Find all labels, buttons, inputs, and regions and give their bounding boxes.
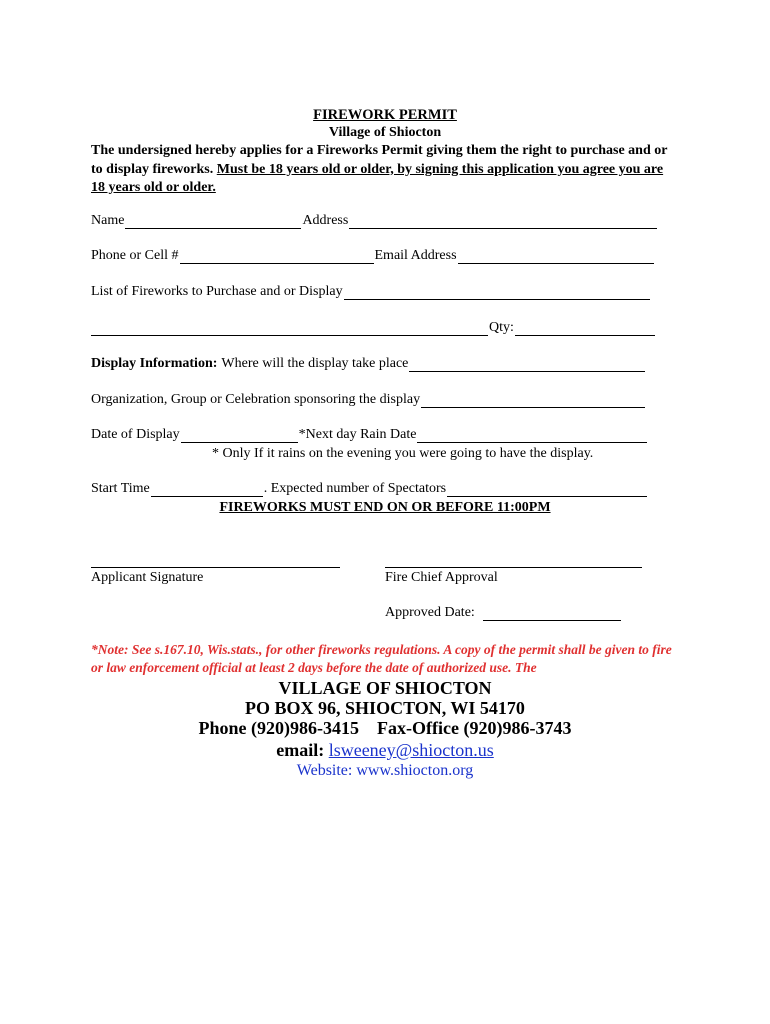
qty-field[interactable] [515, 323, 655, 336]
fire-chief-signature-line[interactable] [385, 566, 642, 568]
fire-chief-approval-label: Fire Chief Approval [385, 570, 498, 585]
display-info-label: Display Information: [91, 356, 218, 371]
organization-row [91, 392, 646, 408]
approved-date-field[interactable] [483, 608, 621, 621]
regulations-note: *Note: See s.167.10, Wis.stats., for other fireworks regulations. A copy of the permit shall be given to fire or law enforcement official at least 2 days before the date of authorized use. The [91, 642, 672, 675]
approved-date-label: Approved Date: [385, 605, 475, 620]
website-link[interactable]: Website: www.shiocton.org [296, 762, 474, 779]
start-time-label: Start Time [91, 481, 150, 496]
email-link[interactable]: lsweeney@shiocton.us [328, 740, 494, 760]
phone-email-row [91, 248, 655, 264]
start-time-row [91, 481, 648, 497]
intro-text: The undersigned hereby applies for a Fireworks Permit giving them the right to purchase and or to display fireworks. [91, 143, 668, 177]
spectators-field[interactable] [447, 484, 647, 497]
date-field[interactable] [181, 430, 298, 443]
phone-number: Phone (920)986-3415 [198, 718, 360, 738]
rain-note: * Only If it rains on the evening you were going to have the display. [212, 446, 594, 461]
qty-label: Qty: [489, 320, 514, 335]
display-location-field[interactable] [409, 359, 645, 372]
village-name: VILLAGE OF SHIOCTON [278, 678, 492, 698]
mailing-address: PO BOX 96, SHIOCTON, WI 54170 [245, 698, 525, 718]
address-label: Address [302, 213, 349, 228]
fireworks-list-continued-field[interactable] [91, 323, 488, 336]
fireworks-list-row [91, 284, 651, 300]
fireworks-list-label: List of Fireworks to Purchase and or Display [91, 284, 343, 299]
date-label: Date of Display [91, 427, 180, 442]
phone-fax-line [0, 718, 770, 739]
name-field[interactable] [125, 216, 301, 229]
start-time-field[interactable] [151, 484, 263, 497]
applicant-signature-label: Applicant Signature [91, 570, 204, 585]
email-line [0, 740, 770, 761]
rain-date-label: *Next day Rain Date [298, 427, 417, 442]
name-label: Name [91, 213, 125, 228]
page-title: FIREWORK PERMIT [313, 107, 457, 123]
spectators-label: . Expected number of Spectators [263, 481, 447, 496]
fax-number: Fax-Office (920)986-3743 [377, 718, 572, 738]
name-address-row [91, 213, 658, 229]
page-subtitle: Village of Shiocton [328, 125, 442, 140]
end-time-notice: FIREWORKS MUST END ON OR BEFORE 11:00PM [219, 500, 551, 515]
phone-field[interactable] [180, 251, 374, 264]
date-row [91, 427, 648, 443]
phone-label: Phone or Cell # [91, 248, 179, 263]
email-label: email: [276, 740, 325, 760]
organization-field[interactable] [421, 395, 645, 408]
approved-date-row [385, 605, 622, 621]
rain-date-field[interactable] [417, 430, 647, 443]
fireworks-list-field[interactable] [344, 287, 650, 300]
age-requirement: Must be 18 years old or older, by signing this application you agree you are 18 years old or older. [91, 161, 664, 195]
fireworks-qty-row [91, 320, 656, 336]
email-field[interactable] [458, 251, 654, 264]
display-location-label: Where will the display take place [221, 356, 409, 371]
display-info-row [91, 356, 646, 372]
organization-label: Organization, Group or Celebration sponsoring the display [91, 392, 421, 407]
applicant-signature-line[interactable] [91, 566, 340, 568]
email-label: Email Address [374, 248, 457, 263]
intro-paragraph [91, 142, 676, 198]
address-field[interactable] [349, 216, 657, 229]
